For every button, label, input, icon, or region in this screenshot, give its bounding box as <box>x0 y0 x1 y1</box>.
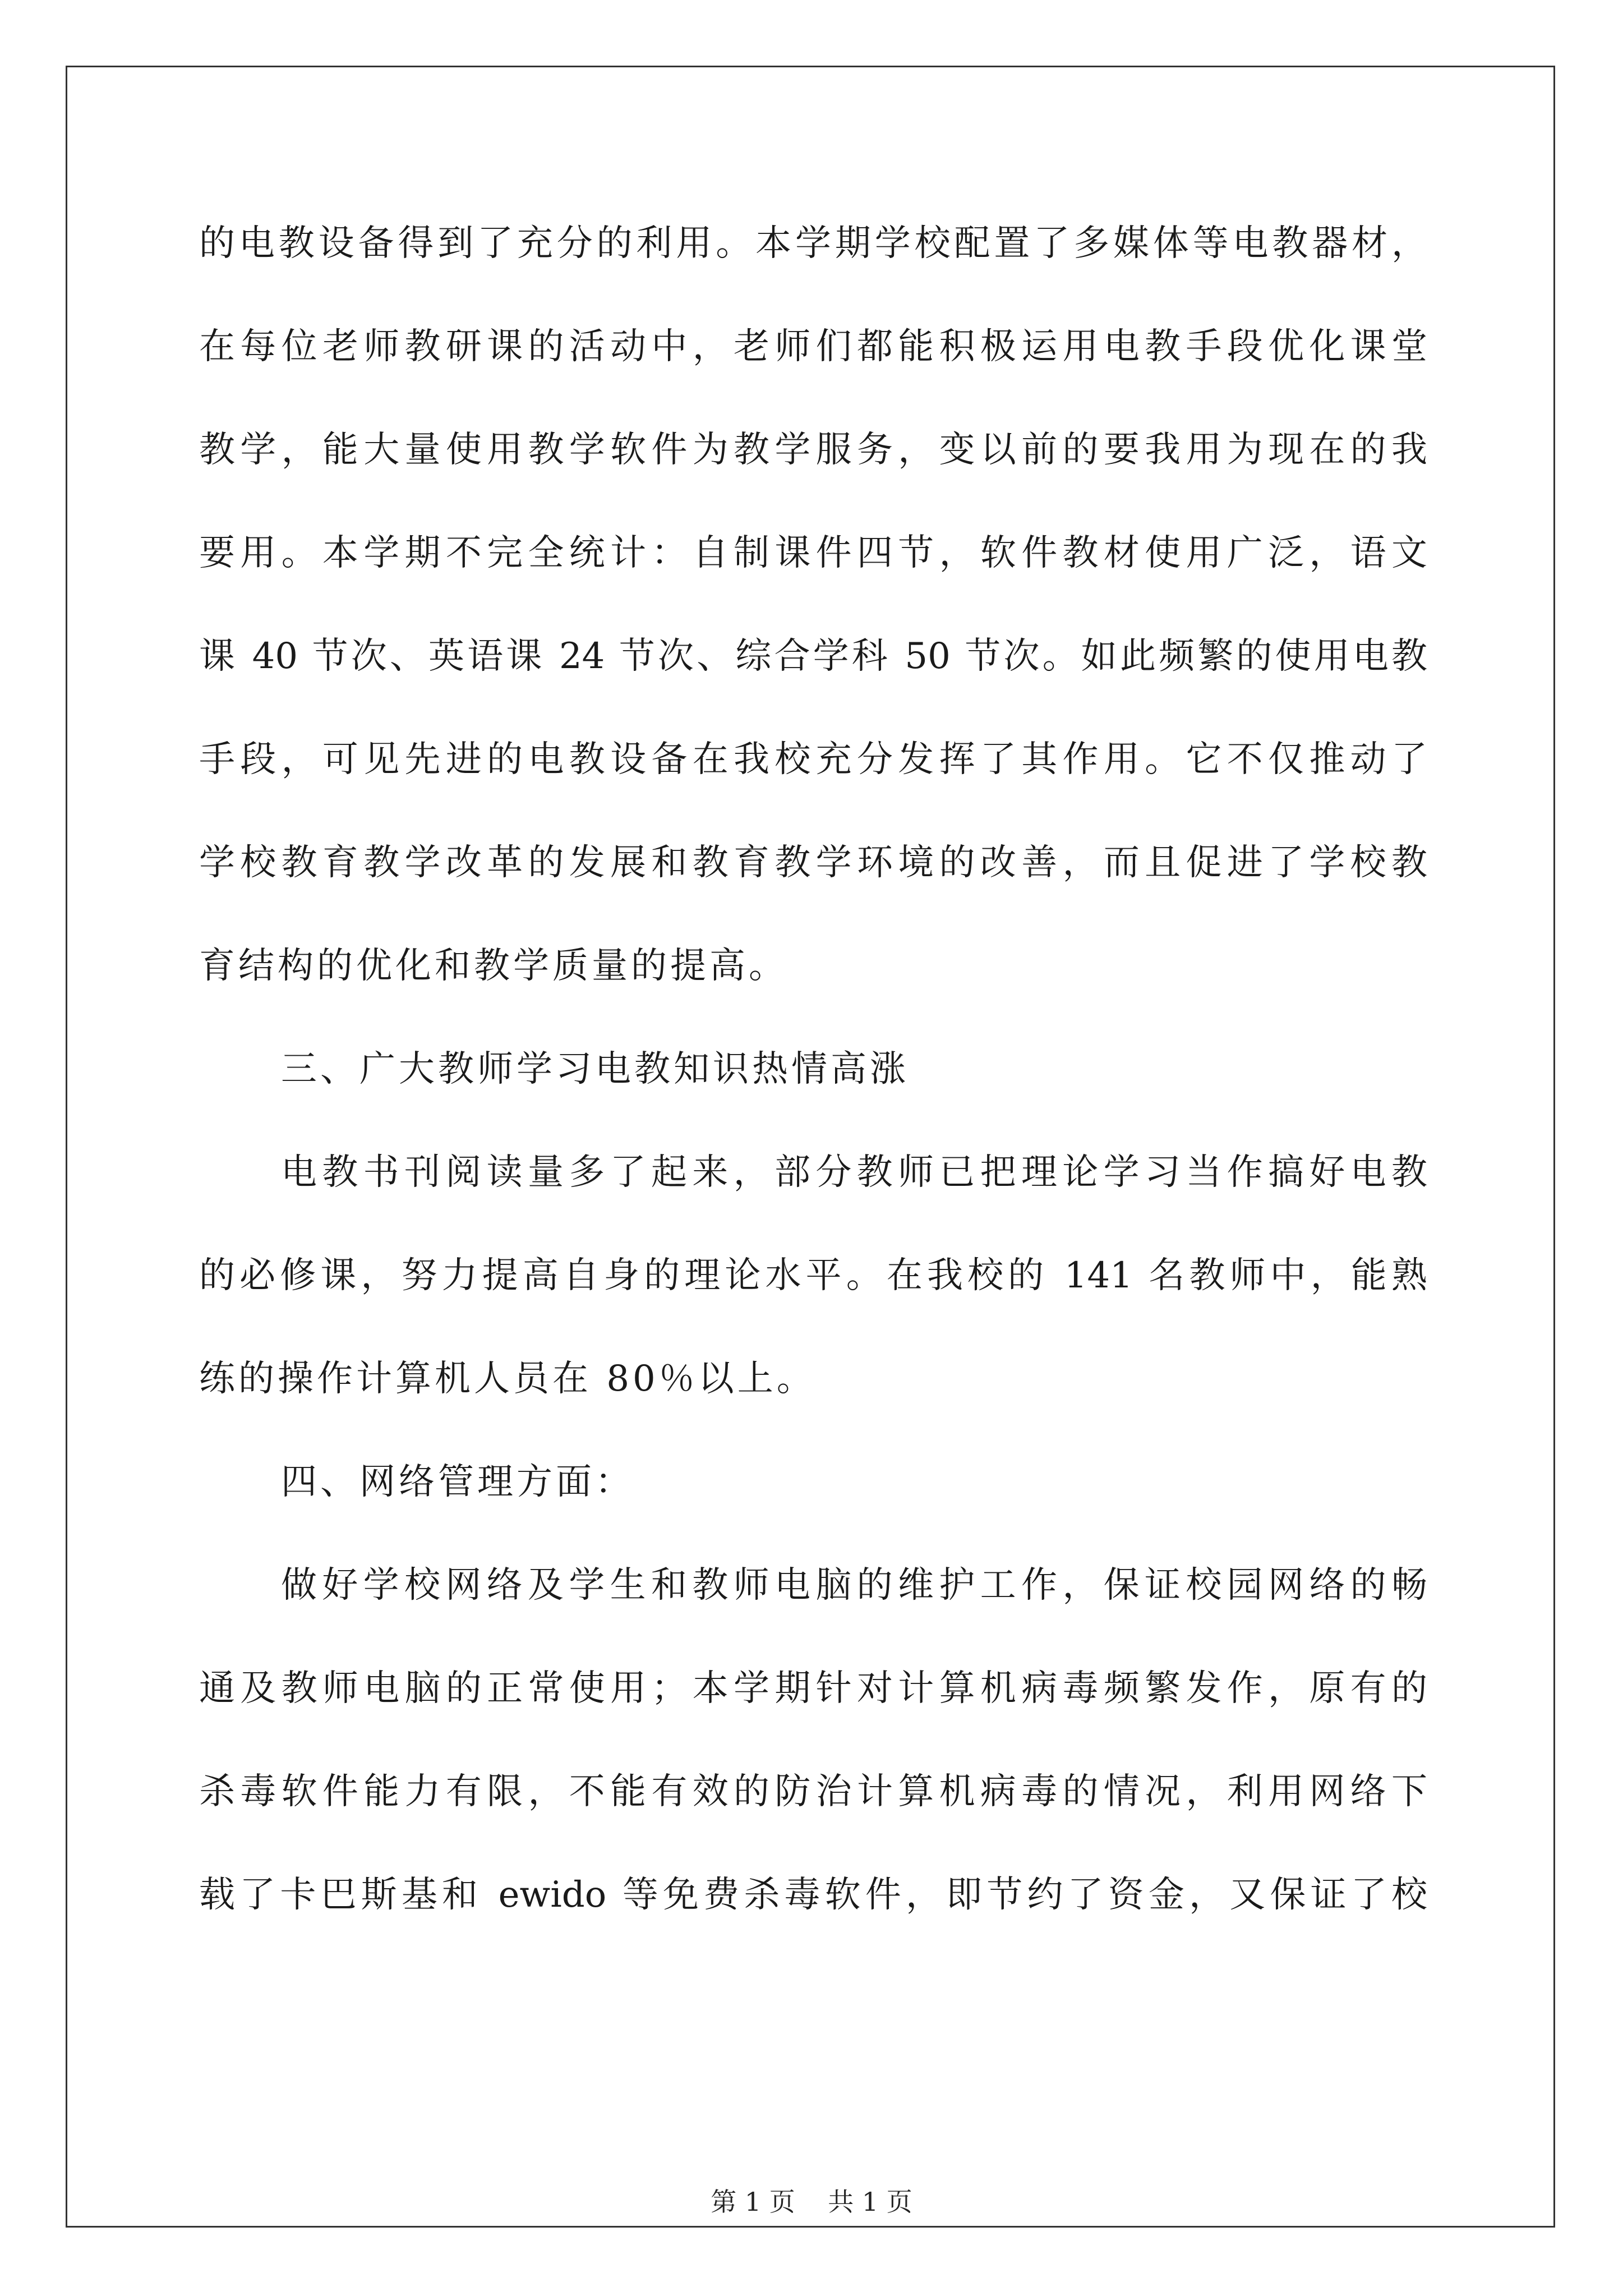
paragraph-line: 练的操作计算机人员在 80％以上。 <box>199 1358 816 1400</box>
paragraph-line: 手段，可见先进的电教设备在我校充分发挥了其作用。它不仅推动了 <box>199 739 1427 780</box>
paragraph-line: 课 40 节次、英语课 24 节次、综合学科 50 节次。如此频繁的使用电教 <box>199 636 1427 677</box>
section-heading: 三、广大教师学习电教知识热情高涨 <box>281 1048 909 1090</box>
paragraph-line: 的必修课，努力提高自身的理论水平。在我校的 141 名教师中，能熟 <box>199 1255 1427 1296</box>
paragraph-line: 载了卡巴斯基和 ewido 等免费杀毒软件，即节约了资金，又保证了校 <box>199 1874 1427 1916</box>
paragraph-line: 做好学校网络及学生和教师电脑的维护工作，保证校园网络的畅 <box>281 1565 1427 1606</box>
paragraph-line: 电教书刊阅读量多了起来，部分教师已把理论学习当作搞好电教 <box>281 1152 1427 1193</box>
page-footer: 第 1 页 共 1 页 <box>711 2187 912 2217</box>
paragraph-line: 教学，能大量使用教学软件为教学服务，变以前的要我用为现在的我 <box>199 429 1427 471</box>
paragraph-line: 通及教师电脑的正常使用；本学期针对计算机病毒频繁发作，原有的 <box>199 1668 1427 1709</box>
paragraph-line: 育结构的优化和教学质量的提高。 <box>199 945 788 987</box>
paragraph-line: 杀毒软件能力有限，不能有效的防治计算机病毒的情况，利用网络下 <box>199 1771 1427 1812</box>
section-heading: 四、网络管理方面： <box>281 1461 634 1503</box>
paragraph-line: 在每位老师教研课的活动中，老师们都能积极运用电教手段优化课堂 <box>199 326 1427 367</box>
paragraph-line: 学校教育教学改革的发展和教育教学环境的改善，而且促进了学校教 <box>199 842 1427 884</box>
paragraph-line: 要用。本学期不完全统计：自制课件四节，软件教材使用广泛，语文 <box>199 532 1427 574</box>
paragraph-line: 的电教设备得到了充分的利用。本学期学校配置了多媒体等电教器材， <box>199 223 1427 264</box>
document-body <box>199 192 1427 1947</box>
